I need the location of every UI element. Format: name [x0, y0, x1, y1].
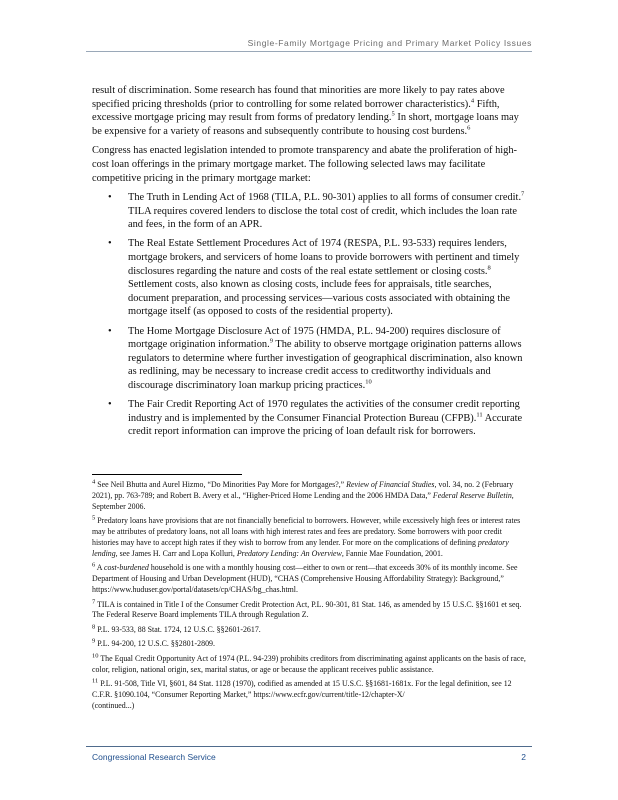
footnote-ref-7: 7	[521, 190, 525, 198]
footnote-text: TILA is contained in Title I of the Consumer Credit Protection Act, P.L. 90-301, 81 Stat. 146, as amended by 15 U.S.C. §§1601 et seq. The Federal Reserve Board implements TILA through Regulation Z.	[92, 599, 522, 620]
footnote-number: 5	[92, 514, 96, 522]
footnote-number: 9	[92, 637, 96, 645]
journal-title: Review of Financial Studies	[346, 480, 435, 489]
laws-bullet-list	[92, 191, 528, 439]
footnote-8	[92, 625, 528, 636]
footnote-separator	[92, 474, 242, 475]
bullet-marker: •	[108, 192, 112, 204]
bullet-text: The Truth in Lending Act of 1968 (TILA, P.L. 90-301) applies to all forms of consumer credit.	[128, 192, 522, 204]
bullet-item-hmda	[92, 325, 528, 393]
footnote-number: 10	[92, 652, 99, 660]
footnote-text: , see James H. Carr and Lopa Kolluri,	[115, 548, 237, 558]
footnote-text: The Equal Credit Opportunity Act of 1974 (P.L. 94-239) prohibits creditors from discriminating against applicants on the basis of race, color, religion, national origin, sex, marital status, or age or because the applicant receives public assistance.	[92, 653, 526, 674]
bullet-text: Settlement costs, also known as closing costs, include fees for appraisals, title searches, document preparation, and processing services—various costs associated with obtaining the mortgage itself (as opposed to costs of the residential property).	[128, 279, 511, 318]
footnote-text: See Neil Bhutta and Aurel Hizmo, “Do Minorities Pay More for Mortgages?,”	[95, 480, 347, 489]
footer-publisher: Congressional Research Service	[92, 752, 216, 762]
footnote-number: 11	[92, 677, 99, 685]
footnote-ref-8: 8	[487, 264, 491, 272]
footnote-number: 4	[92, 478, 96, 486]
bullet-text: The Home Mortgage Disclosure Act of 1975 (HMDA, P.L. 94-200) requires disclosure of mortgage origination information.	[128, 325, 501, 351]
continued-note: (continued...)	[92, 700, 135, 710]
footnote-text: Predatory loans have provisions that are not financially beneficial to borrowers. However, while excessively high fees or interest rates may be attributes of predatory loans, not all loans with high interest rates and fees are predatory. Some borrowers with poor credit histories may have to accept high rates if they wish to borrow from any lender. For more on the complications of defining	[92, 516, 521, 548]
bullet-text: The ability to observe mortgage origination patterns allows regulators to determine where further investigation of geographical discrimination, also known as redlining, may be necessary to increase credit access to creditworthy individuals and discourage discriminatory loan markup pricing practices.	[128, 339, 523, 391]
footnote-ref-10: 10	[365, 378, 372, 386]
footnote-4	[92, 480, 528, 513]
footnote-9	[92, 639, 528, 650]
footnote-text: P.L. 94-200, 12 U.S.C. §§2801-2809.	[95, 639, 215, 649]
footnote-ref-6: 6	[467, 124, 471, 132]
footnote-text: , Fannie Mae Foundation, 2001.	[341, 548, 443, 558]
italic-term: predatory lending	[92, 538, 509, 558]
running-header: Single-Family Mortgage Pricing and Primary Market Policy Issues	[247, 38, 532, 48]
footnote-text: , vol. 34, no. 2 (February 2021), pp. 763-789; and Robert B. Avery et al., “Higher-Priced Home Lending and the 2006 HMDA Data,”	[92, 480, 514, 500]
journal-title: Federal Reserve Bulletin	[432, 490, 512, 500]
bullet-item-fcra	[92, 398, 528, 439]
footnote-number: 7	[92, 597, 96, 605]
footnote-text: A	[95, 563, 105, 573]
paragraph-1-text-c: In short, mortgage loans may be expensive for a variety of reasons and subsequently contribute to housing cost burdens.	[92, 112, 519, 137]
bullet-text: The Fair Credit Reporting Act of 1970 regulates the activities of the consumer credit reporting industry and is implemented by the Consumer Financial Protection Bureau (CFPB).	[128, 398, 520, 424]
bullet-marker: •	[108, 398, 112, 410]
footnote-10	[92, 654, 528, 676]
footnote-ref-11: 11	[476, 411, 483, 419]
footnote-11	[92, 679, 528, 712]
bullet-marker: •	[108, 238, 112, 250]
italic-term: cost-burdened	[104, 563, 149, 573]
header-rule	[86, 51, 532, 52]
footnote-text: , September 2006.	[92, 490, 514, 511]
footnote-text: P.L. 91-508, Title VI, §601, 84 Stat. 1128 (1970), codified as amended at 15 U.S.C. §§1681-1681x. For the legal definition, see 12 C.F.R. §1090.104, “Consumer Reporting Market,” https://www.ecfr.gov/current/title-12/chapter-X/	[92, 679, 512, 699]
footnote-ref-4: 4	[470, 97, 475, 105]
bullet-text: Accurate credit report information can improve the pricing of loan default risk for borrowers.	[128, 412, 523, 438]
book-title: Predatory Lending: An Overview	[236, 548, 342, 558]
footer-rule	[86, 746, 532, 747]
paragraph-2: Congress has enacted legislation intended to promote transparency and abate the proliferation of high-cost loan offerings in the primary mortgage market. The following selected laws may facilitate competitive pricing in the primary mortgage market:	[92, 145, 518, 184]
footnote-ref-9: 9	[269, 337, 273, 345]
paragraph-1-text-a: result of discrimination. Some research has found that minorities are more likely to pay rates above specified pricing thresholds (prior to controlling for some related borrower characteristics).	[92, 85, 505, 110]
page-number: 2	[521, 752, 526, 762]
paragraph-1	[92, 84, 528, 138]
paragraph-1-text-b: Fifth, excessive mortgage pricing may result from forms of predatory lending.	[92, 98, 500, 124]
bullet-item-tila	[92, 191, 528, 232]
footnote-number: 8	[92, 623, 96, 631]
bullet-item-respa	[92, 237, 528, 319]
footnote-number: 6	[92, 561, 96, 569]
footnote-6	[92, 563, 528, 596]
footnote-text: household is one with a monthly housing cost—either to own or rent—that exceeds 30% of its monthly income. See Department of Housing and Urban Development (HUD), “CHAS (Comprehensive Housing Affordability Strategy): Background,” https://www.huduser.gov/portal/datasets/cp/CHAS/bg_chas.html.	[92, 563, 518, 595]
footnote-7	[92, 597, 528, 622]
footnotes	[92, 480, 528, 715]
bullet-text: The Real Estate Settlement Procedures Act of 1974 (RESPA, P.L. 93-533) requires lenders, mortgage brokers, and servicers of home loans to provide borrowers with pertinent and timely disclosures regarding the nature and costs of the real estate settlement or closing costs.	[128, 238, 520, 277]
bullet-marker: •	[108, 325, 112, 337]
footnote-text: P.L. 93-533, 88 Stat. 1724, 12 U.S.C. §§2601-2617.	[95, 624, 261, 634]
footnote-ref-5: 5	[391, 110, 395, 118]
footnote-5	[92, 516, 528, 560]
bullet-text: TILA requires covered lenders to disclose the total cost of credit, which includes the loan rate and fees, in the form of an APR.	[128, 205, 517, 231]
body-text	[92, 84, 528, 444]
